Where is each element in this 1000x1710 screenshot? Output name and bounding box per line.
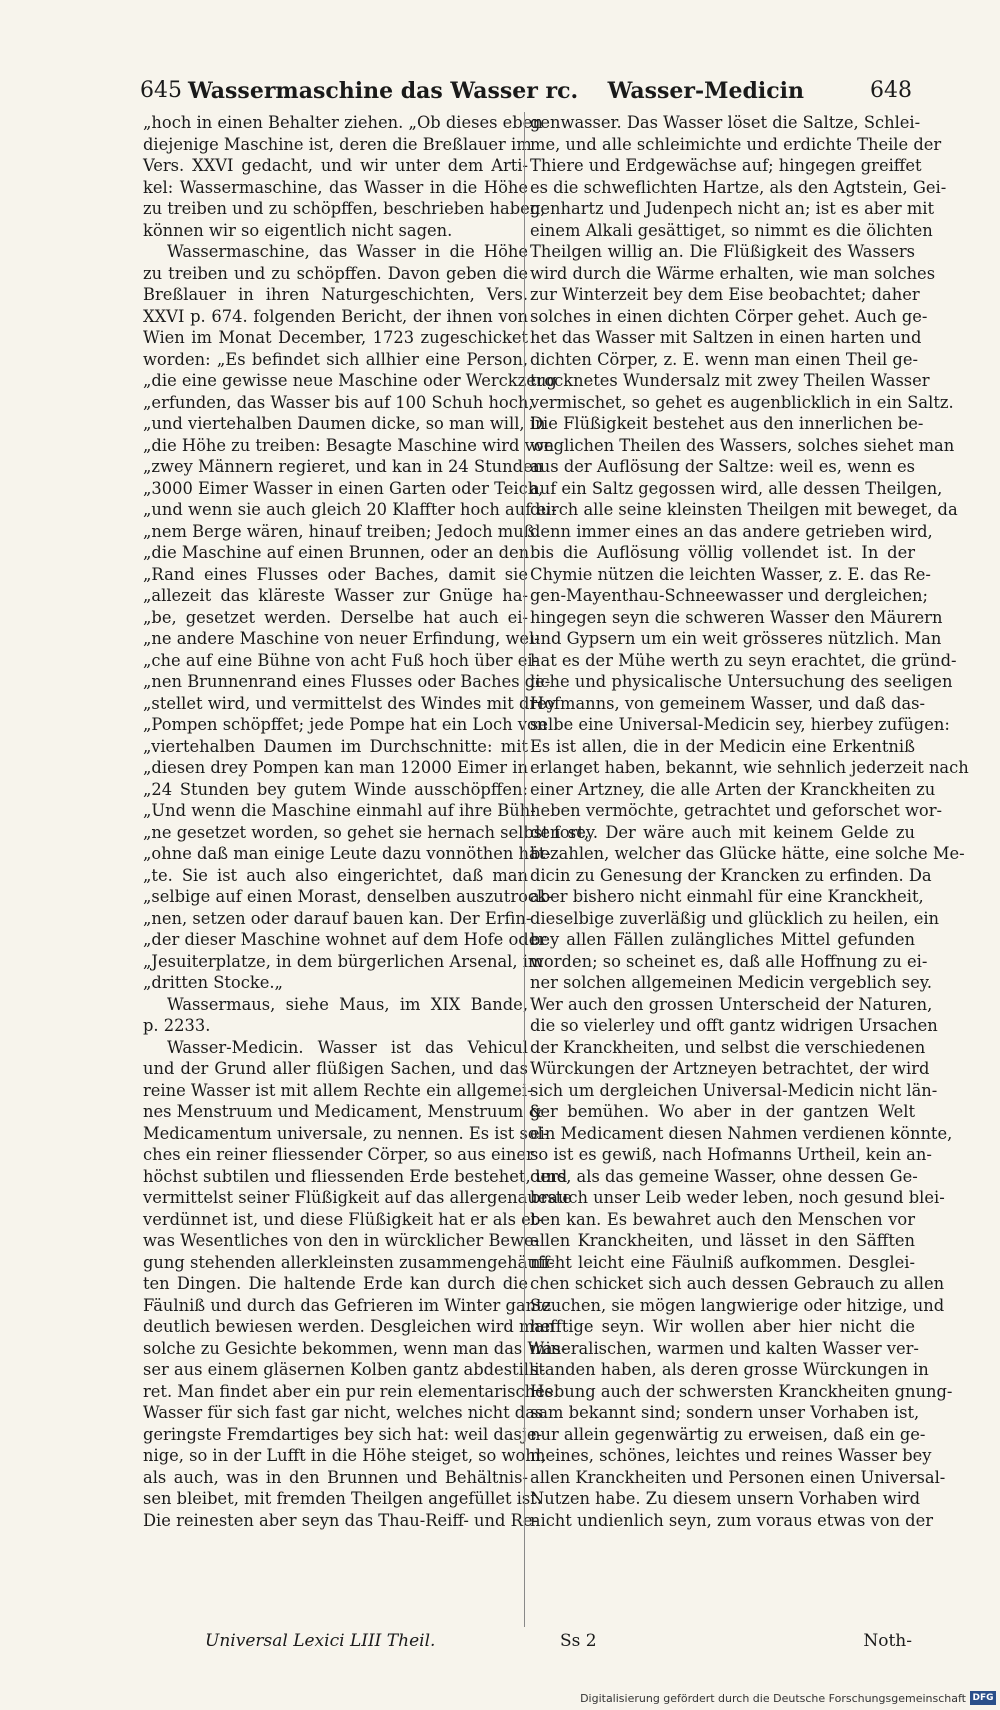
text-line: „und wenn sie auch gleich 20 Klaffter hoch auf ei-	[143, 500, 557, 519]
page-header	[140, 78, 912, 114]
text-line: „24 Stunden bey gutem Winde ausschöpffen:	[143, 779, 528, 799]
text-line: „Und wenn die Maschine einmahl auf ihre Büh-	[143, 801, 536, 820]
text-line: und der Grund aller flüßigen Sachen, und das	[143, 1059, 528, 1078]
text-line: sen bleibet, mit fremden Theilgen angefüllet ist.	[143, 1489, 542, 1508]
text-line: brauch unser Leib weder leben, noch gesund blei-	[530, 1188, 945, 1207]
column-divider	[524, 112, 525, 1627]
text-line: „die Höhe zu treiben: Besagte Maschine wird von	[143, 435, 555, 455]
text-line: Vers. XXVI gedacht, und wir unter dem Arti-	[143, 156, 528, 175]
text-line: erlanget haben, bekannt, wie sehnlich jederzeit nach	[530, 758, 969, 777]
text-line: „stellet wird, und vermittelst des Windes mit drey	[143, 693, 556, 713]
text-line: weglichen Theilen des Wassers, solches siehet man	[530, 435, 955, 455]
text-line: verdünnet ist, und diese Flüßigkeit hat er als et-	[143, 1209, 543, 1229]
text-line: zu treiben und zu schöpffen, beschrieben haben,	[143, 199, 546, 218]
text-line: einem Alkali gesättiget, so nimmt es die ölichten	[530, 220, 933, 240]
text-line: chen schicket sich auch dessen Gebrauch zu allen	[530, 1274, 945, 1293]
text-line: „und viertehalben Daumen dicke, so man will, in	[143, 414, 546, 433]
text-line: hefftige seyn. Wir wollen aber hier nicht die	[530, 1317, 915, 1336]
text-line: Chymie nützen die leichten Wasser, z. E. das Re-	[530, 564, 931, 584]
text-line: ches ein reiner fliessender Cörper, so aus einer	[143, 1145, 534, 1164]
text-line: ders, als das gemeine Wasser, ohne dessen Ge-	[530, 1166, 918, 1186]
text-line: kel: Wassermaschine, das Wasser in die Höhe	[143, 177, 528, 197]
text-line: „Pompen schöpffet; jede Pompe hat ein Loch von	[143, 715, 548, 734]
right-running-title: Wasser-Medicin	[607, 78, 804, 104]
text-line: gung stehenden allerkleinsten zusammengehäuff-	[143, 1252, 555, 1272]
text-line: diejenige Maschine ist, deren die Breßlauer im	[143, 134, 532, 154]
text-line: nicht leicht eine Fäulniß aufkommen. Desglei-	[530, 1252, 915, 1272]
text-line: Die Flüßigkeit bestehet aus den innerlichen be-	[530, 414, 924, 433]
text-line: geringste Fremdartiges bey sich hat: weil dasje-	[143, 1424, 543, 1444]
text-line: Würckungen der Artzneyen betrachtet, der wird	[530, 1059, 930, 1078]
text-line: „ohne daß man einige Leute dazu vonnöthen hät-	[143, 844, 551, 863]
text-line: Wer auch den grossen Unterscheid der Naturen,	[530, 994, 933, 1014]
text-line: „diesen drey Pompen kan man 12000 Eimer in	[143, 758, 528, 777]
text-line: einer Artzney, die alle Arten der Kranckheiten zu	[530, 779, 936, 799]
text-line: aber bishero nicht einmahl für eine Kranckheit,	[530, 887, 924, 906]
footer-signature: Ss 2	[560, 1631, 597, 1651]
text-line: die so vielerley und offt gantz widrigen Ursachen	[530, 1016, 938, 1035]
text-line: „dritten Stocke.„	[143, 973, 283, 992]
text-line: genhartz und Judenpech nicht an; ist es aber mit	[530, 199, 935, 218]
text-line: Die reinesten aber seyn das Thau-Reiff- und Re-	[143, 1510, 539, 1530]
text-line: p. 2233.	[143, 1016, 211, 1035]
text-line: der Kranckheiten, und selbst die verschiedenen	[530, 1037, 926, 1057]
text-line: Wien im Monat December, 1723 zugeschicket	[143, 328, 528, 347]
text-line: aus der Auflösung der Saltze: weil es, wenn es	[530, 457, 915, 476]
text-line: Es ist allen, die in der Medicin eine Erkentniß	[530, 736, 915, 756]
text-line: Wassermaschine, das Wasser in die Höhe	[167, 242, 528, 261]
text-line: können wir so eigentlich nicht sagen.	[143, 220, 453, 240]
text-line: Breßlauer in ihren Naturgeschichten, Vers.	[143, 285, 528, 304]
text-line: „che auf eine Bühne von acht Fuß hoch über ei-	[143, 650, 539, 670]
text-line: deutlich bewiesen werden. Desgleichen wird man	[143, 1317, 555, 1336]
text-line: Nutzen habe. Zu diesem unsern Vorhaben wird	[530, 1489, 921, 1508]
text-line: „die eine gewisse neue Maschine oder Werckzeug	[143, 371, 557, 390]
text-line: Theilgen willig an. Die Flüßigkeit des Wassers	[530, 242, 915, 261]
text-line: liche und physicalische Untersuchung des seeligen	[530, 672, 953, 691]
text-line: heben vermöchte, getrachtet und geforschet wor-	[530, 801, 942, 820]
text-line: bezahlen, welcher das Glücke hätte, eine solche Me-	[530, 844, 965, 863]
text-line: Wasser für sich fast gar nicht, welches nicht das	[143, 1403, 544, 1422]
text-line: „ne gesetzet worden, so gehet sie hernach selbst fort,	[143, 822, 590, 842]
text-line: worden: „Es befindet sich allhier eine Person,	[143, 349, 528, 369]
text-line: „der dieser Maschine wohnet auf dem Hofe oder	[143, 930, 547, 949]
text-line: nur allein gegenwärtig zu erweisen, daß ein ge-	[530, 1424, 926, 1444]
text-line: „hoch in einen Behalter ziehen. „Ob dieses eben	[143, 113, 543, 132]
right-text-column	[530, 112, 969, 1531]
text-line: „selbige auf einen Morast, denselben auszutrock-	[143, 887, 553, 906]
text-line: hingegen seyn die schweren Wasser den Mäurern	[530, 607, 943, 627]
text-line: was Wesentliches von den in würcklicher Bewe-	[143, 1231, 540, 1250]
text-line: „erfunden, das Wasser bis auf 100 Schuh hoch,	[143, 392, 534, 412]
text-line: „Rand eines Flusses oder Baches, damit sie	[143, 564, 528, 584]
text-line: allen Kranckheiten, und lässet in den Säfften	[530, 1231, 915, 1250]
text-line: standen haben, als deren grosse Würckungen in	[530, 1360, 929, 1379]
text-line: Thiere und Erdgewächse auf; hingegen greiffet	[530, 156, 922, 175]
digitization-note: Digitalisierung gefördert durch die Deutsche Forschungsgemeinschaft	[580, 1692, 966, 1705]
text-line: XXVI p. 674. folgenden Bericht, der ihnen von	[143, 306, 528, 326]
text-line: so ist es gewiß, nach Hofmanns Urtheil, kein an-	[530, 1145, 932, 1164]
text-line: auf ein Saltz gegossen wird, alle dessen Theilgen,	[530, 478, 943, 498]
text-line: reine Wasser ist mit allem Rechte ein allgemei-	[143, 1080, 533, 1100]
text-line: vermischet, so gehet es augenblicklich in ein Saltz.	[530, 392, 954, 412]
text-line: den sey. Der wäre auch mit keinem Gelde zu	[530, 822, 915, 842]
text-line: vermittelst seiner Flüßigkeit auf das allergenaueste	[143, 1188, 572, 1207]
text-line: Hofmanns, von gemeinem Wasser, und daß das-	[530, 693, 926, 713]
text-line: „die Maschine auf einen Brunnen, oder an den	[143, 543, 530, 562]
text-line: „3000 Eimer Wasser in einen Garten oder Teich,	[143, 478, 544, 498]
text-line: Seuchen, sie mögen langwierige oder hitzige, und	[530, 1295, 945, 1315]
text-line: sich um dergleichen Universal-Medicin nicht län-	[530, 1080, 938, 1100]
text-line: durch alle seine kleinsten Theilgen mit beweget, da	[530, 500, 958, 519]
text-line: dichten Cörper, z. E. wenn man einen Theil ge-	[530, 349, 918, 369]
text-line: es die schweflichten Hartze, als den Agtstein, Gei-	[530, 177, 947, 197]
text-line: Fäulniß und durch das Gefrieren im Winter gantz	[143, 1295, 552, 1315]
text-line: „te. Sie ist auch also eingerichtet, daß man	[143, 865, 528, 885]
left-page-number: 645	[140, 78, 182, 103]
text-line: meines, schönes, leichtes und reines Wasser bey	[530, 1446, 932, 1465]
text-line: „ne andere Maschine von neuer Erfindung, wel-	[143, 629, 540, 648]
text-line: „zwey Männern regieret, und kan in 24 Stunden	[143, 457, 544, 476]
text-line: als auch, was in den Brunnen und Behältnis-	[143, 1467, 528, 1487]
text-line: genwasser. Das Wasser löset die Saltze, Schlei-	[530, 113, 921, 132]
text-line: dieselbige zuverläßig und glücklich zu heilen, ein	[530, 908, 940, 928]
text-line: ten Dingen. Die haltende Erde kan durch die	[143, 1274, 528, 1293]
text-line: ger bemühen. Wo aber in der gantzen Welt	[530, 1102, 915, 1121]
text-line: wird durch die Wärme erhalten, wie man solches	[530, 263, 936, 283]
text-line: zur Winterzeit bey dem Eise beobachtet; daher	[530, 285, 920, 304]
text-line: „viertehalben Daumen im Durchschnitte: mit	[143, 736, 528, 756]
text-line: „be, gesetzet werden. Derselbe hat auch ei-	[143, 607, 528, 627]
text-line: sam bekannt sind; sondern unser Vorhaben ist,	[530, 1403, 920, 1422]
text-line: und Gypsern um ein weit grösseres nützlich. Man	[530, 629, 942, 648]
text-line: selbe eine Universal-Medicin sey, hierbey zufügen:	[530, 715, 950, 734]
text-line: ben kan. Es bewahret auch den Menschen vor	[530, 1209, 915, 1229]
text-line: ret. Man findet aber ein pur rein elementarisches	[143, 1381, 554, 1401]
text-line: solche zu Gesichte bekommen, wenn man das Was-	[143, 1338, 567, 1358]
text-line: nige, so in der Lufft in die Höhe steiget, so wohl,	[143, 1446, 547, 1465]
text-line: ein Medicament diesen Nahmen verdienen könnte,	[530, 1123, 953, 1143]
left-running-title: Wassermaschine das Wasser rc.	[188, 78, 579, 104]
text-line: ner solchen allgemeinen Medicin vergeblich sey.	[530, 973, 932, 992]
text-line: zu treiben und zu schöpffen. Davon geben die	[143, 263, 528, 283]
text-line: gen-Mayenthau-Schneewasser und dergleichen;	[530, 586, 929, 605]
text-line: „nem Berge wären, hinauf treiben; Jedoch muß	[143, 521, 535, 541]
text-line: „allezeit das kläreste Wasser zur Gnüge ha-	[143, 586, 528, 605]
text-line: nicht undienlich seyn, zum voraus etwas von der	[530, 1510, 933, 1530]
text-line: hat es der Mühe werth zu seyn erachtet, die gründ-	[530, 650, 957, 670]
text-line: me, und alle schleimichte und erdichte Theile der	[530, 134, 942, 154]
text-line: „nen Brunnenrand eines Flusses oder Baches ge-	[143, 672, 551, 691]
text-line: allen Kranckheiten und Personen einen Universal-	[530, 1467, 946, 1487]
text-line: dicin zu Genesung der Krancken zu erfinden. Da	[530, 865, 932, 885]
text-line: „nen, setzen oder darauf bauen kan. Der Erfin-	[143, 908, 532, 928]
dfg-logo: DFG	[970, 1691, 996, 1705]
text-line: Hebung auch der schwersten Kranckheiten gnung-	[530, 1381, 953, 1401]
footer-catchword: Noth-	[863, 1631, 912, 1651]
text-line: höchst subtilen und fliessenden Erde bestehet, und	[143, 1166, 568, 1186]
text-line: solches in einen dichten Cörper gehet. Auch ge-	[530, 306, 928, 326]
text-line: worden; so scheinet es, daß alle Hoffnung zu ei-	[530, 951, 928, 971]
text-line: trocknetes Wundersalz mit zwey Theilen Wasser	[530, 371, 930, 390]
text-line: het das Wasser mit Saltzen in einen harten und	[530, 328, 922, 347]
text-line: denn immer eines an das andere getrieben wird,	[530, 521, 933, 541]
text-line: bey allen Fällen zulängliches Mittel gefunden	[530, 930, 915, 949]
footer-volume: Universal Lexici LIII Theil.	[205, 1631, 436, 1651]
right-page-number: 648	[870, 78, 912, 103]
left-text-column	[143, 112, 590, 1531]
text-line: Wassermaus, siehe Maus, im XIX Bande,	[167, 994, 528, 1014]
text-line: nes Menstruum und Medicament, Menstruum &	[143, 1102, 544, 1121]
text-line: Medicamentum universale, zu nennen. Es ist sol-	[143, 1123, 549, 1143]
text-line: mineralischen, warmen und kalten Wasser ver-	[530, 1338, 919, 1358]
text-line: Wasser-Medicin. Wasser ist das Vehicul	[167, 1037, 528, 1057]
page-footer	[205, 1631, 912, 1657]
text-line: „Jesuiterplatze, in dem bürgerlichen Arsenal, im	[143, 951, 544, 971]
text-line: ser aus einem gläsernen Kolben gantz abdestilli-	[143, 1360, 545, 1379]
text-line: bis die Auflösung völlig vollendet ist. In der	[530, 543, 915, 562]
